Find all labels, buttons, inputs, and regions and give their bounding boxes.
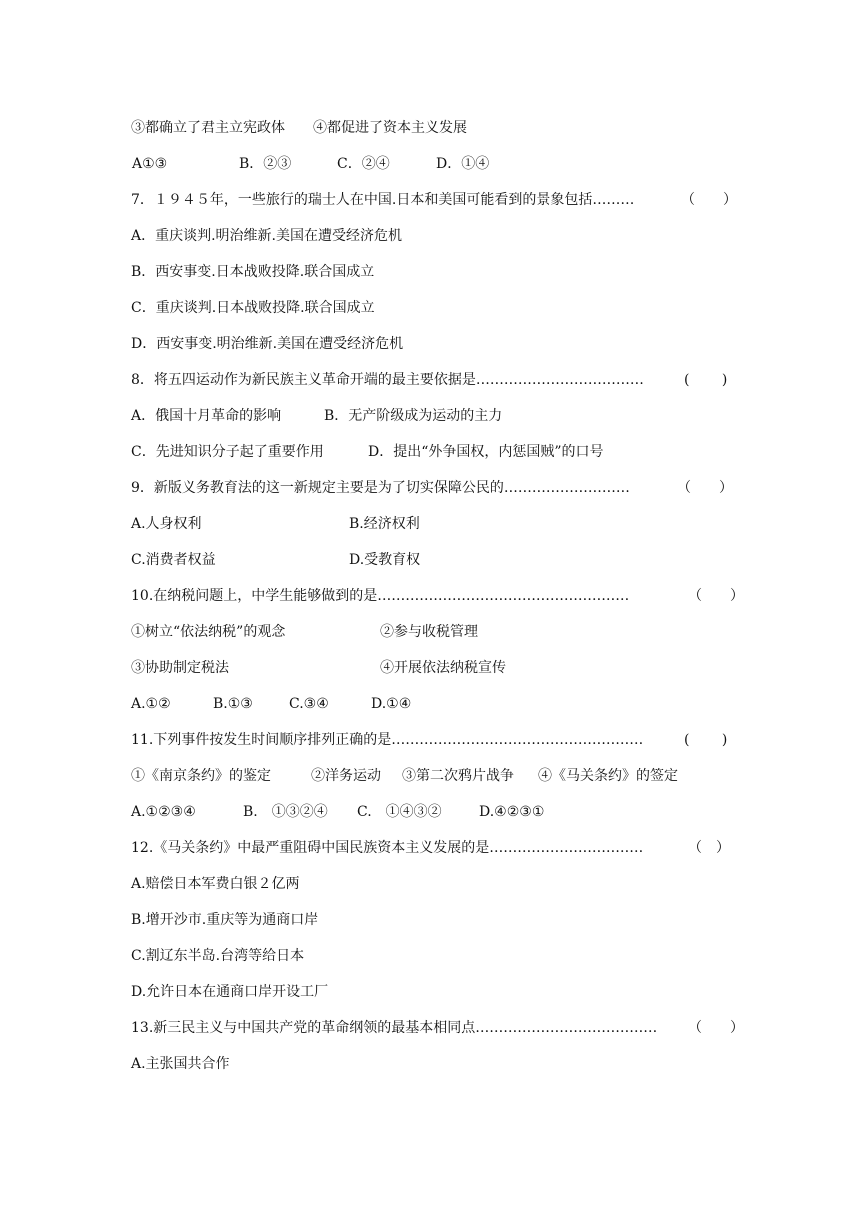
- q10-option-a: A.①②: [131, 696, 171, 712]
- q12-option-d: D.允许日本在通商口岸开设工厂: [131, 984, 329, 1000]
- answer-bracket: ( ): [684, 732, 728, 748]
- q8-option-a: A．俄国十月革命的影响: [131, 408, 282, 424]
- question-13-stem: 13.新三民主义与中国共产党的革命纲领的最基本相同点…………………………………: [131, 1020, 658, 1036]
- q10-option-c: C.③④: [289, 696, 329, 712]
- q8-option-c: C．先进知识分子起了重要作用: [131, 444, 324, 460]
- q7-option-b: B．西安事变.日本战败投降.联合国成立: [131, 264, 375, 280]
- q11-option-a: A.①②③④: [131, 804, 196, 820]
- question-7-stem: 7．１９４５年，一些旅行的瑞士人在中国.日本和美国可能看到的景象包括………: [131, 192, 635, 208]
- q11-item-3: ③第二次鸦片战争: [402, 768, 514, 784]
- q11-item-4: ④《马关条约》的签定: [538, 768, 678, 784]
- answer-bracket: （ ）: [681, 192, 737, 208]
- q9-option-d: D.受教育权: [349, 552, 421, 568]
- question-10-stem: 10.在纳税问题上，中学生能够做到的是………………………………………………: [131, 588, 630, 604]
- q10-option-b: B.①③: [213, 696, 253, 712]
- answer-bracket: （ ）: [688, 840, 730, 856]
- q11-option-c: C. ①④③②: [357, 804, 442, 820]
- q12-option-c: C.割辽东半岛.台湾等给日本: [131, 948, 305, 964]
- answer-bracket: （ ）: [688, 588, 744, 604]
- question-8-stem: 8．将五四运动作为新民族主义革命开端的最主要依据是………………………………: [131, 372, 644, 388]
- q8-option-d: D．提出“外争国权，内惩国贼”的口号: [368, 444, 604, 460]
- q9-option-b: B.经济权利: [349, 516, 420, 532]
- q11-item-2: ②洋务运动: [311, 768, 381, 784]
- q11-item-1: ①《南京条约》的鉴定: [131, 768, 271, 784]
- q10-item-1: ①树立“依法纳税”的观念: [131, 624, 286, 640]
- answer-bracket: （ ）: [688, 1020, 744, 1036]
- q9-option-a: A.人身权利: [131, 516, 202, 532]
- q10-item-4: ④开展依法纳税宣传: [380, 660, 506, 676]
- q6-option-b: B．②③: [239, 156, 292, 172]
- q6-option-d: D．①④: [436, 156, 490, 172]
- q6-option-a: A①③: [132, 156, 168, 172]
- q8-option-b: B．无产阶级成为运动的主力: [324, 408, 503, 424]
- q7-option-c: C．重庆谈判.日本战败投降.联合国成立: [131, 300, 375, 316]
- q10-option-d: D.①④: [371, 696, 412, 712]
- q9-option-c: C.消费者权益: [131, 552, 216, 568]
- q13-option-a: A.主张国共合作: [131, 1056, 230, 1072]
- q7-option-d: D．西安事变.明治维新.美国在遭受经济危机: [131, 336, 404, 352]
- answer-bracket: ( ): [684, 372, 728, 388]
- q11-option-b: B. ①③②④: [243, 804, 328, 820]
- q11-option-d: D.④②③①: [479, 804, 545, 820]
- q10-item-2: ②参与收税管理: [380, 624, 478, 640]
- question-12-stem: 12.《马关条约》中最严重阻碍中国民族资本主义发展的是……………………………: [131, 840, 644, 856]
- answer-bracket: （ ）: [677, 480, 733, 496]
- q12-option-a: A.赔偿日本军费白银２亿两: [131, 876, 300, 892]
- question-11-stem: 11.下列事件按发生时间顺序排列正确的是………………………………………………: [131, 732, 644, 748]
- q6-option-c: C．②④: [337, 156, 390, 172]
- q10-item-3: ③协助制定税法: [131, 660, 229, 676]
- question-9-stem: 9．新版义务教育法的这一新规定主要是为了切实保障公民的………………………: [131, 480, 630, 496]
- q6-items-34: ③都确立了君主立宪政体 ④都促进了资本主义发展: [131, 120, 467, 136]
- q12-option-b: B.增开沙市.重庆等为通商口岸: [131, 912, 319, 928]
- q7-option-a: A．重庆谈判.明治维新.美国在遭受经济危机: [131, 228, 403, 244]
